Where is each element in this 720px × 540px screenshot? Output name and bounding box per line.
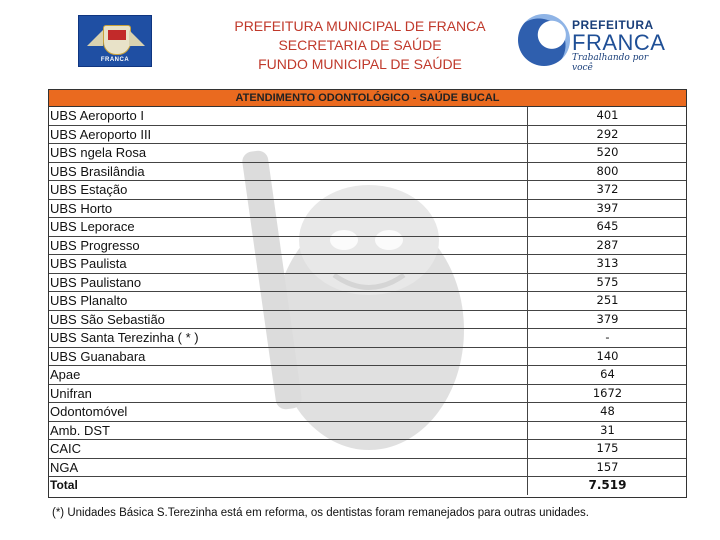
table-row xyxy=(49,310,686,329)
appointment-count-cell: 31 xyxy=(528,421,687,440)
coat-of-arms-shield xyxy=(103,25,131,55)
appointment-count-cell: 645 xyxy=(528,218,687,237)
appointment-count-cell: 251 xyxy=(528,292,687,311)
table-row xyxy=(49,384,686,403)
table-row xyxy=(49,421,686,440)
unit-name-cell: UBS Guanabara xyxy=(49,347,528,366)
appointment-count-cell: 372 xyxy=(528,181,687,200)
table-row xyxy=(49,236,686,255)
appointment-count-cell: 1672 xyxy=(528,384,687,403)
appointment-count-cell: 157 xyxy=(528,458,687,477)
dental-care-table xyxy=(48,89,687,498)
logo-franca-text: FRANCA xyxy=(572,30,666,55)
appointment-count-cell: 64 xyxy=(528,366,687,385)
unit-name-cell: UBS Aeroporto I xyxy=(49,107,528,125)
table-row xyxy=(49,218,686,237)
table-row xyxy=(49,366,686,385)
table-row xyxy=(49,440,686,459)
header-line-2: SECRETARIA DE SAÚDE xyxy=(278,37,442,53)
table-row xyxy=(49,125,686,144)
coat-of-arms-caption: FRANCA xyxy=(100,57,130,63)
appointment-count-cell: 520 xyxy=(528,144,687,163)
swirl-icon xyxy=(518,14,570,66)
logo-tagline: Trabalhando por você xyxy=(572,53,649,73)
page-header xyxy=(200,17,520,74)
unit-name-cell: Amb. DST xyxy=(49,421,528,440)
unit-name-cell: UBS Leporace xyxy=(49,218,528,237)
table-row xyxy=(49,273,686,292)
appointment-count-cell: - xyxy=(528,329,687,348)
prefeitura-franca-logo xyxy=(518,14,666,73)
coat-of-arms-right-ornament xyxy=(129,30,145,46)
logo-prefeitura-text: PREFEITURA xyxy=(572,18,654,32)
header-line-3: FUNDO MUNICIPAL DE SAÚDE xyxy=(258,56,462,72)
unit-name-cell: UBS Horto xyxy=(49,199,528,218)
unit-name-cell: UBS Aeroporto III xyxy=(49,125,528,144)
appointment-count-cell: 140 xyxy=(528,347,687,366)
appointment-count-cell: 575 xyxy=(528,273,687,292)
unit-name-cell: Unifran xyxy=(49,384,528,403)
appointment-count-cell: 800 xyxy=(528,162,687,181)
unit-name-cell: UBS São Sebastião xyxy=(49,310,528,329)
total-value: 7.519 xyxy=(528,477,687,495)
unit-name-cell: UBS Paulista xyxy=(49,255,528,274)
unit-name-cell: UBS Paulistano xyxy=(49,273,528,292)
table-row xyxy=(49,162,686,181)
unit-name-cell: UBS ngela Rosa xyxy=(49,144,528,163)
table-row xyxy=(49,403,686,422)
footnote: (*) Unidades Básica S.Terezinha está em reforma, os dentistas foram remanejados para outras unidades. xyxy=(52,507,589,519)
table-row xyxy=(49,255,686,274)
appointment-count-cell: 397 xyxy=(528,199,687,218)
table-row xyxy=(49,458,686,477)
header-line-1: PREFEITURA MUNICIPAL DE FRANCA xyxy=(234,18,486,34)
appointment-count-cell: 292 xyxy=(528,125,687,144)
unit-name-cell: NGA xyxy=(49,458,528,477)
table-row xyxy=(49,199,686,218)
table-row xyxy=(49,144,686,163)
table-row xyxy=(49,347,686,366)
unit-name-cell: UBS Estação xyxy=(49,181,528,200)
total-row xyxy=(49,477,686,495)
appointment-count-cell: 287 xyxy=(528,236,687,255)
unit-name-cell: Odontomóvel xyxy=(49,403,528,422)
table-title: ATENDIMENTO ODONTOLÓGICO - SAÚDE BUCAL xyxy=(49,90,686,107)
table-row xyxy=(49,292,686,311)
appointment-count-cell: 401 xyxy=(528,107,687,125)
unit-name-cell: UBS Brasilândia xyxy=(49,162,528,181)
total-label: Total xyxy=(50,478,78,493)
unit-name-cell: UBS Santa Terezinha ( * ) xyxy=(49,329,528,348)
unit-name-cell: UBS Planalto xyxy=(49,292,528,311)
franca-coat-of-arms-logo xyxy=(78,15,152,67)
appointment-count-cell: 379 xyxy=(528,310,687,329)
unit-name-cell: CAIC xyxy=(49,440,528,459)
appointment-count-cell: 313 xyxy=(528,255,687,274)
unit-name-cell: Apae xyxy=(49,366,528,385)
table-row xyxy=(49,329,686,348)
coat-of-arms-left-ornament xyxy=(87,30,103,46)
dental-care-table-body xyxy=(49,107,686,495)
table-row xyxy=(49,181,686,200)
unit-name-cell: UBS Progresso xyxy=(49,236,528,255)
table-row xyxy=(49,107,686,125)
appointment-count-cell: 48 xyxy=(528,403,687,422)
appointment-count-cell: 175 xyxy=(528,440,687,459)
